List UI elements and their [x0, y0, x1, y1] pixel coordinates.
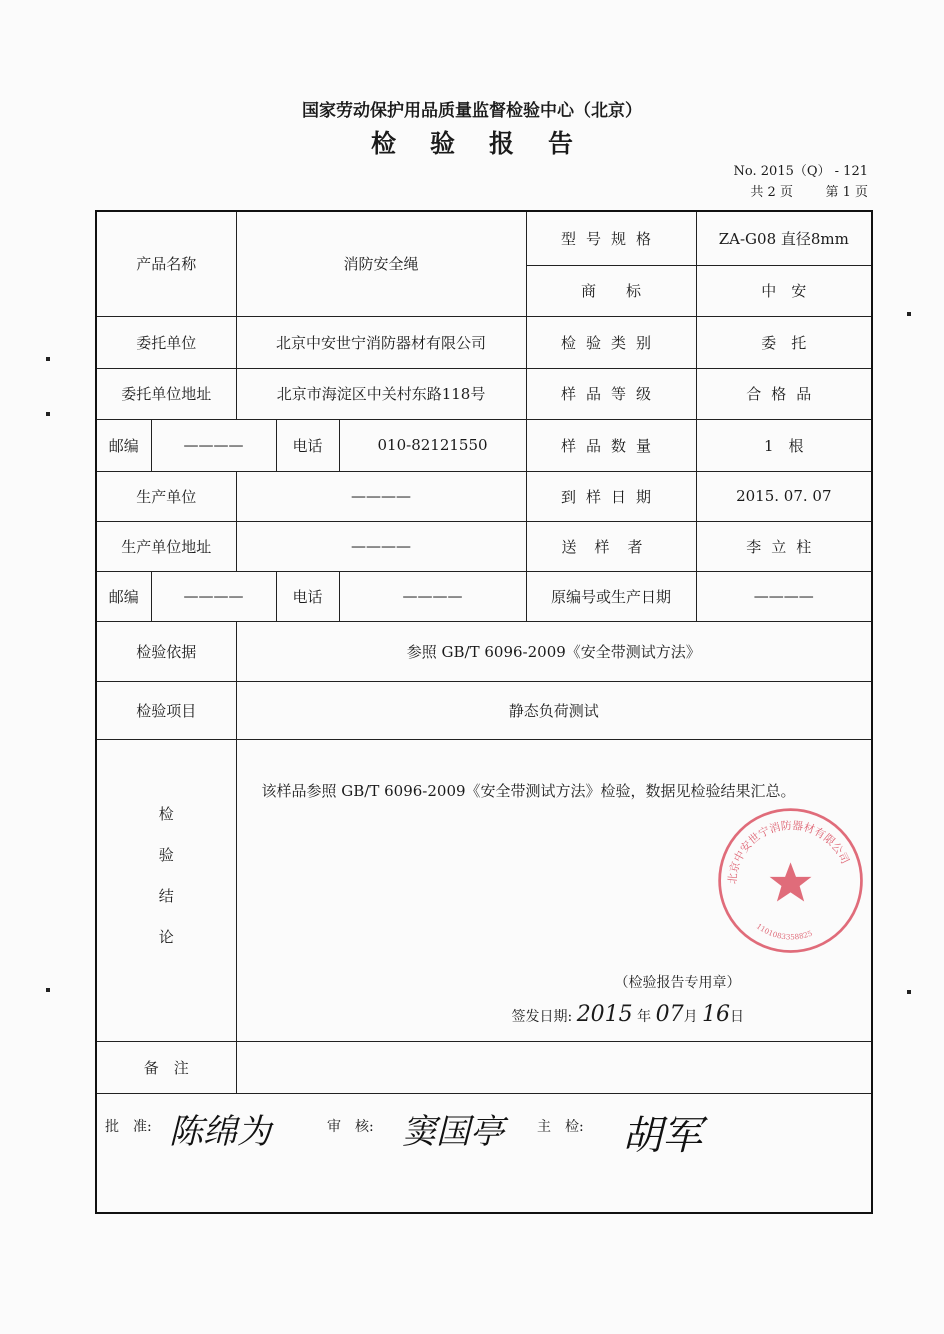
- conclusion-text: 该样品参照 GB/T 6096-2009《安全带测试方法》检验，数据见检验结果汇总。: [261, 781, 796, 800]
- test-type-label: 检验类别: [526, 316, 696, 368]
- phone-label: 电话: [276, 419, 339, 471]
- test-type: 委 托: [696, 316, 872, 368]
- client: 北京中安世宁消防器材有限公司: [236, 316, 526, 368]
- phone2: ————: [339, 571, 526, 621]
- scan-mark: [907, 990, 911, 994]
- remark-label: 备 注: [96, 1041, 236, 1093]
- test-item: 静态负荷测试: [236, 681, 872, 739]
- inspect-label: 主 检:: [537, 1118, 584, 1135]
- report-number: No. 2015（Q） - 121: [733, 164, 868, 179]
- approve-label: 批 准:: [105, 1118, 152, 1135]
- inspect-signature: 胡军: [622, 1112, 702, 1159]
- sender: 李立柱: [696, 521, 872, 571]
- signature-row: [96, 1093, 872, 1213]
- review-label: 审 核:: [327, 1118, 374, 1135]
- issue-day: 16: [702, 1001, 731, 1027]
- model-label: 型号规格: [526, 211, 696, 265]
- product-name: 消防安全绳: [236, 211, 526, 316]
- report-title: 检验报告: [370, 129, 607, 158]
- conclusion-cell: [236, 739, 872, 1041]
- total-pages: 共 2 页: [750, 185, 793, 200]
- maker-address: ————: [236, 521, 526, 571]
- org-name: 国家劳动保护用品质量监督检验中心（北京）: [302, 101, 642, 121]
- original-number: ————: [696, 571, 872, 621]
- phone2-label: 电话: [276, 571, 339, 621]
- postcode: ————: [151, 419, 276, 471]
- client-address-label: 委托单位地址: [96, 368, 236, 419]
- postcode2-label: 邮编: [96, 571, 151, 621]
- scan-mark: [46, 988, 50, 992]
- seal-code: 1101083358825: [754, 921, 814, 942]
- maker-address-label: 生产单位地址: [96, 521, 236, 571]
- sender-label: 送样者: [526, 521, 696, 571]
- maker-label: 生产单位: [96, 471, 236, 521]
- scan-mark: [46, 357, 50, 361]
- basis: 参照 GB/T 6096-2009《安全带测试方法》: [236, 621, 872, 681]
- month-char: 月: [683, 1008, 698, 1025]
- phone: 010-82121550: [339, 419, 526, 471]
- page-count: [750, 181, 868, 200]
- seal-label: （检验报告专用章）: [614, 974, 741, 991]
- basis-label: 检验依据: [96, 621, 236, 681]
- seal-text: 北京中安世宁消防器材有限公司: [725, 818, 852, 885]
- approve-signature: 陈绵为: [169, 1111, 271, 1152]
- current-page: 第 1 页: [825, 185, 868, 200]
- scan-mark: [907, 312, 911, 316]
- grade-label: 样品等级: [526, 368, 696, 419]
- report-table: [95, 210, 873, 1214]
- issue-year: 2015: [576, 1001, 633, 1027]
- scan-mark: [46, 412, 50, 416]
- arrival-date: 2015. 07. 07: [696, 471, 872, 521]
- review-signature: 窦国亭: [402, 1111, 504, 1152]
- client-label: 委托单位: [96, 316, 236, 368]
- postcode-label: 邮编: [96, 419, 151, 471]
- brand: 中 安: [696, 265, 872, 316]
- grade: 合格品: [696, 368, 872, 419]
- conclusion-label: 检验结论: [156, 806, 175, 970]
- issue-date: [512, 1002, 745, 1027]
- maker: ————: [236, 471, 526, 521]
- model: ZA-G08 直径8mm: [696, 211, 872, 265]
- test-item-label: 检验项目: [96, 681, 236, 739]
- postcode2: ————: [151, 571, 276, 621]
- year-char: 年: [637, 1008, 652, 1025]
- brand-label: 商 标: [526, 265, 696, 316]
- product-name-label: 产品名称: [96, 211, 236, 316]
- quantity-label: 样品数量: [526, 419, 696, 471]
- quantity: 1 根: [696, 419, 872, 471]
- issue-date-label: 签发日期:: [511, 1008, 573, 1025]
- client-address: 北京市海淀区中关村东路118号: [236, 368, 526, 419]
- issue-month: 07: [655, 1001, 684, 1027]
- day-char: 日: [730, 1008, 745, 1025]
- remark: [236, 1041, 872, 1093]
- original-number-label: 原编号或生产日期: [526, 571, 696, 621]
- arrival-date-label: 到样日期: [526, 471, 696, 521]
